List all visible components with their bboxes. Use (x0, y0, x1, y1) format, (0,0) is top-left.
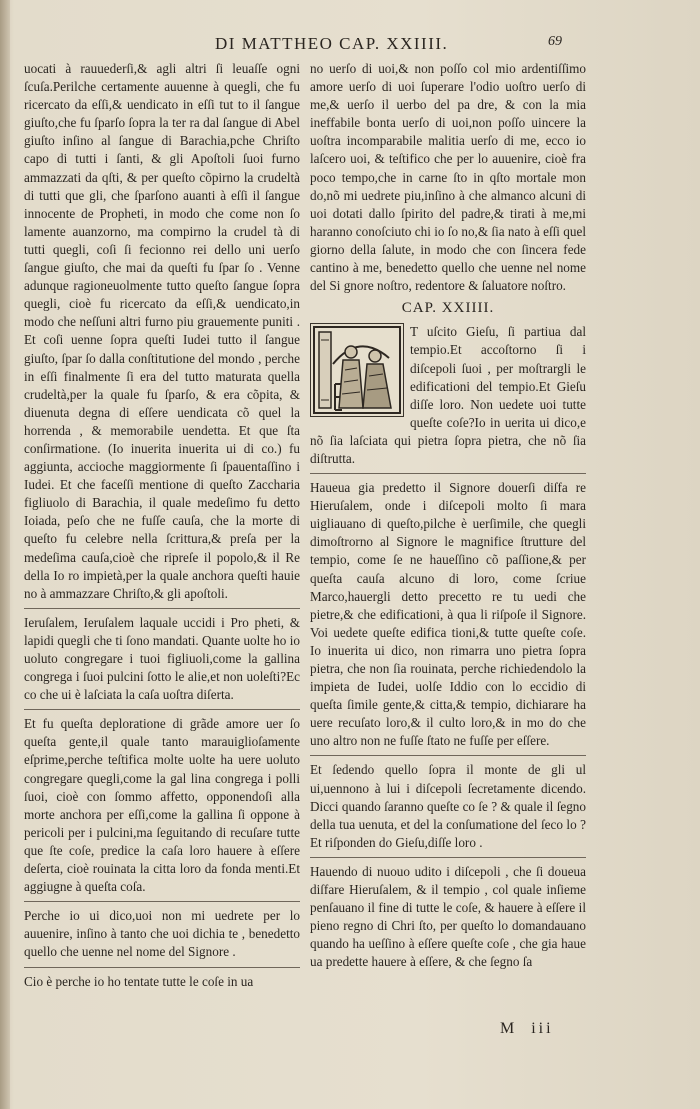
right-commentary-2: Hauendo di nuouo udito i diſcepoli , che ſi doueua diſfare Hieruſalem, & il tempio , col quale inſieme penſauano il fine di tutte le coſe, & hauere à eſſere il pieno regno di Chri ſto, per queſto lo domandauano quando ha ueſſino à eſſere queſte coſe , che gia haue ua predette hauere à eſſere, & che ſegno ſa (310, 863, 586, 970)
left-paragraph-2: Ieruſalem, Ieruſalem laquale uccidi i Pro pheti, & lapidi quegli che ti ſono mandati. Quante uolte ho io uoluto congregare i tuoi figliuoli,come la gallina congrega i ſuoi pulcini ſotto le alie,et non uoleſti?Ec co che ui è laſciata la caſa uoſtra diſerta. (24, 614, 300, 703)
section-rule (24, 901, 300, 902)
page-gutter (0, 0, 10, 1109)
woodcut-figures-icon (311, 324, 403, 416)
right-commentary-1: Haueua gia predetto il Signore douerſi diſfa re Hieruſalem, onde i diſcepoli molto ſi mara uigliauano di queſto,pilche è uerſimile, che quegli dimoſtrorno al Signore le magnifice ſtrutture del tempio, come ſe ne haueſſino cõ paſſione,& per queſta cauſa alcuno di loro, come ſcriue Marco,hauergli detto precetto re tu uedi che pietre,& che edificationi, à qua li riſpoſe il Signore. Voi uedete queſte edifica tioni,& tutte queſte coſe. Io inuerita ui dico, non rimarra uno pietra ſopra pietra, che non ſia rouinata, perche richiedendolo la impieta de Iudei, uolſe Iddio con lo eccidio di queſta ſimile gente,& citta,& tempio, dichiarare ha uere recuſato loro,& il culto loro,& in mo do che uno altro non ne fuſſe ſtato ne fuſſe per eſſere. (310, 480, 586, 749)
left-paragraph-4: Perche io ui dico,uoi non mi uedrete per lo auuenire, inſino à tanto che uoi dichia te , benedetto quello che uenne nel nome del Signore . (24, 908, 300, 960)
left-paragraph-3: Et fu queſta deploratione di grãde amore uer ſo queſta gente,il quale tanto marauiglioſamente eſprime,perche teſtifica molte uolte ha uere uoluto congregare quegli,come la gal lina congrega i polli ſuoi, cioè con ſommo affetto, opponendoſi alla morte anchora per eſſi,come la gallina ſi oppone à pericoli per i pulcini,ma ſeguitando di recuſare tutte que ſte coſe, predice la caſa loro hauere à eſſere deſerta, cioè rouinata la citta loro da fonda menti.Et aggiugne à queſta coſa. (24, 716, 300, 895)
section-rule (24, 709, 300, 710)
section-rule (310, 473, 586, 474)
section-rule (310, 755, 586, 756)
woodcut-initial-illustration (310, 323, 404, 417)
chapter-heading: CAP. XXIIII. (401, 300, 495, 317)
chapter-opening-text: T uſcito Gieſu, ſi partiua dal tempio.Et accoſtorno ſi i diſcepoli ſuoi , per moſtrargli le edificationi del tempio.Et Gieſu diſſe loro. Non uedete uoi tutte queſte coſe?Io in uerita ui dico,e nõ ſia laſciata qui pietra ſopra pietra, che nõ ſia diſtrutta. (310, 324, 586, 466)
right-paragraph-continued: no uerſo di uoi,& non poſſo col mio ardentiſſimo amore uerſo di uoi ſuperare l'odio uoſtro uerſo di me,& uerſo il uerbo del pa dre, & con la mia ineffabile bonta uerſo di uoi,non poſſo uincere la uoſtra incomparabile malitia uerſo di me, ecco io laſcero uoi, & teſtifico che per lo auuenire, cioè fra poco tempo,che in carne ſto in qſto mortale mon do,nõ mi uedrete piu,inſino à che almanco alcuni di uoi dotati dallo ſpirito del padre,& tirati à me,mi haranno conoſciuto chi io ſo no,& ſia nato à eſſi quel giorno della ſalute, in modo che con ſincera fede cantino à me, benedetto quello che uenne nel nome del Si gnore noſtro, redentore & ſaluatore noſtro. (310, 61, 586, 294)
section-rule (24, 967, 300, 968)
left-column (24, 60, 300, 1020)
section-rule (310, 857, 586, 858)
right-scripture-2: Et ſedendo quello ſopra il monte de gli ul ui,uennono à lui i diſcepoli ſecretamente dicendo. Dicci quando ſaranno queſte co ſe ? & quale il ſegno della tua uenuta, et del la conſumatione del ſeco lo ? Et riſponden do Gieſu,diſſe loro . (310, 762, 586, 850)
folio-number: 69 (548, 34, 562, 49)
chapter-opening (310, 323, 586, 468)
section-rule (24, 608, 300, 609)
left-paragraph-1: uocati à rauuederſi,& agli altri ſi leuaſſe ogni ſcuſa.Perilche certamente auuenne à quegli, che fu ricercato da eſſi,& uendicato in eſſi tut to il ſangue giuſto,che fu ſparſo ſopra la ter ra dal ſangue di Abel giuſto inſino al ſangue di Barachia,pche Chriſto capo di tutti i ſanti, & gli Apoſtoli ſuoi furno ammazzati da qſti, & per queſto cõpirno la crudeltà di tutti que gli, che ſparſono auanti à eſſi il ſangue innocente de Propheti, in modo che come non ſo lamente auanzorno, ma compirno la crudel tà di tutti quegli, coſi ſi fecionno rei dello uni uerſo ſangue giuſto, che mai da queſti fu ſpar ſo . Venne adunque ragioneuolmente tutto queſto ſangue ſopra quegli, cioè fu ricercato da eſſi,& uendicato,in modo che neſſuni altri furno piu grauemente puniti . Et coſi uenne ſopra queſti Iudei tutto il ſangue giuſto, ſpar ſo dalla conſtitutione del mondo , perche in eſſi finalmente ſi era del tutto maturata quella crudeltà,per la quale fu ſparſo, & era cõpita, & diuenuta degna di eſſere uendicata cõ quel la horrenda , & memorabile uendetta. Et que ſta conſirmatione. (Io inuerita inuerita ui di co.) fu aggiunta, accioche maggiormente ſi ſpauentaſſino i Iudei. Et che faceſſi mentione di queſto Zaccharia figliuolo di Barachia, il quale medeſimo fu detto Ioiada, peſo che ne fuſſe cauſa, che la morte di queſto fu celebre nella ſcrittura,& preſa per la medeſima cauſa,cioè che ripreſe il popolo,& il Re della Io ro impietà,per la quale anchora queſti hauie no à ammazzare Chriſto,& gli apoſtoli. (24, 61, 300, 601)
right-column (310, 60, 586, 1040)
signature-mark (500, 1020, 568, 1038)
signature-letter: M (500, 1020, 518, 1037)
signature-number: iii (531, 1020, 554, 1037)
left-paragraph-5: Cio è perche io ho tentate tutte le coſe in ua (24, 973, 254, 989)
running-title: DI MATTHEO CAP. XXIIII. (215, 34, 449, 53)
